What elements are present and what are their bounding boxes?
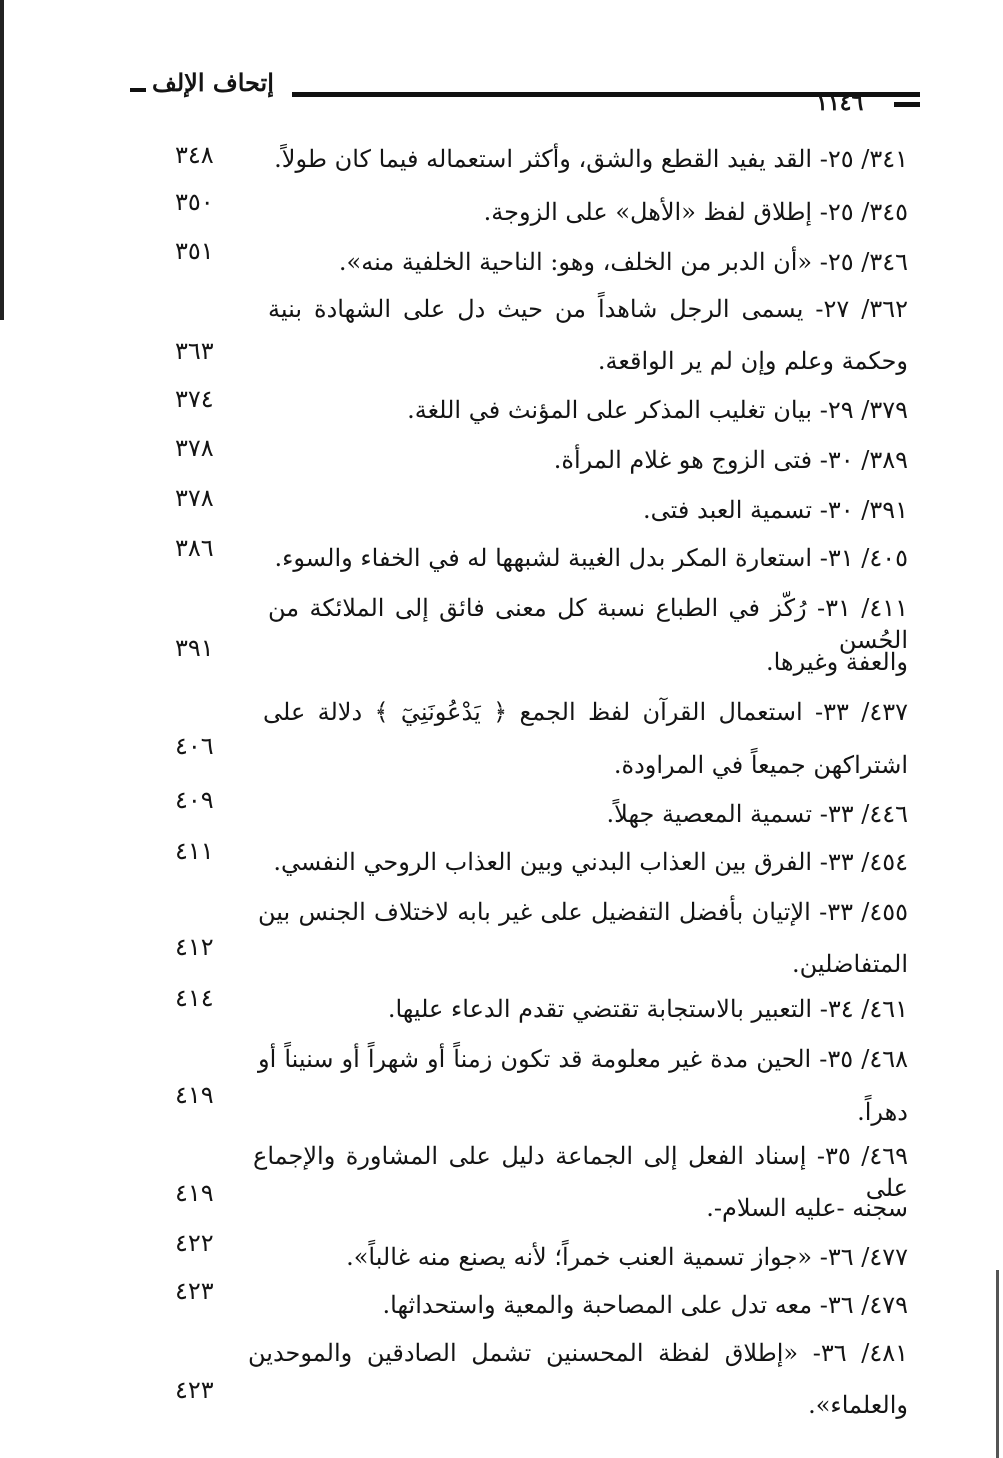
entry-line: ٤٦١/ ٣٤- التعبير بالاستجابة تقتضي تقدم الدعاء عليها. <box>387 995 908 1023</box>
entry-page-ref: ٣٧٨ <box>175 484 214 512</box>
entry-continuation-line: والعلماء». <box>808 1391 908 1419</box>
entry-line: ٣٩١/ ٣٠- تسمية العبد فتى. <box>643 496 908 524</box>
entry-line: ٤٠٥/ ٣١- استعارة المكر بدل الغيبة لشبهها له في الخفاء والسوء. <box>274 544 908 572</box>
entry-line: ٣٤٥/ ٢٥- إطلاق لفظ «الأهل» على الزوجة. <box>483 198 908 226</box>
entry-continuation-line: سجنه -عليه السلام-. <box>706 1194 908 1222</box>
entry-line: ٤٣٧/ ٣٣- استعمال القرآن لفظ الجمع ﴿ يَدْعُونَنِيٓ ﴾ دلالة على <box>263 698 909 726</box>
entry-page-ref: ٤٠٩ <box>175 786 214 814</box>
entry-line: ٤٥٥/ ٣٣- الإتيان بأفضل التفضيل على غير بابه لاختلاف الجنس بين <box>258 898 909 926</box>
entry-page-ref: ٤٢٢ <box>175 1229 214 1257</box>
entry-continuation-line: المتفاضلين. <box>791 950 908 978</box>
header-dash-right <box>894 102 920 107</box>
entry-line: ٣٧٩/ ٢٩- بيان تغليب المذكر على المؤنث في اللغة. <box>407 396 908 424</box>
entry-page-ref: ٤٢٣ <box>175 1277 214 1305</box>
page-edge-shadow <box>0 0 4 320</box>
page-number: ١١٤٦ <box>816 90 864 116</box>
entry-continuation-line: وحكمة وعلم وإن لم ير الواقعة. <box>597 347 908 375</box>
entry-page-ref: ٣٥١ <box>175 237 214 265</box>
entry-page-ref: ٣٧٤ <box>175 385 214 413</box>
page-edge-shadow-right <box>996 1270 999 1458</box>
entry-page-ref: ٣٧٨ <box>175 434 214 462</box>
entry-continuation-line: دهراً. <box>857 1098 908 1126</box>
entry-line: ٤٦٨/ ٣٥- الحين مدة غير معلومة قد تكون زمناً أو شهراً أو سنيناً أو <box>258 1045 909 1073</box>
entry-line: ٣٤٦/ ٢٥- «أن الدبر من الخلف، وهو: الناحية الخلفية منه». <box>338 248 908 276</box>
entry-page-ref: ٤١٩ <box>175 1081 214 1109</box>
entry-continuation-line: اشتراكهن جميعاً في المراودة. <box>613 751 908 779</box>
entry-line: ٤٧٧/ ٣٦- «جواز تسمية العنب خمراً؛ لأنه يصنع منه غالباً». <box>346 1243 908 1271</box>
entry-line: ٤١١/ ٣١- رُكّز في الطباع نسبة كل معنى فائق إلى الملائكة من الحُسن <box>268 594 908 654</box>
entry-page-ref: ٣٥٠ <box>175 188 214 216</box>
entry-page-ref: ٣٤٨ <box>175 141 214 169</box>
entry-page-ref: ٣٨٦ <box>175 534 214 562</box>
entry-line: ٤٦٩/ ٣٥- إسناد الفعل إلى الجماعة دليل على المشاورة والإجماع على <box>253 1142 908 1202</box>
entry-page-ref: ٣٩١ <box>175 634 214 662</box>
entry-continuation-line: والعفة وغيرها. <box>765 648 908 676</box>
entry-page-ref: ٣٦٣ <box>175 337 214 365</box>
entry-line: ٣٤١/ ٢٥- القد يفيد القطع والشق، وأكثر استعماله فيما كان طولاً. <box>274 145 908 173</box>
entry-line: ٤٤٦/ ٣٣- تسمية المعصية جهلاً. <box>606 800 908 828</box>
entry-line: ٣٨٩/ ٣٠- فتى الزوج هو غلام المرأة. <box>553 446 908 474</box>
header-dash-left <box>130 88 146 92</box>
book-title: إتحاف الإلف <box>152 68 274 97</box>
entry-page-ref: ٤٠٦ <box>175 732 214 760</box>
entry-line: ٤٧٩/ ٣٦- معه تدل على المصاحبة والمعية واستحداثها. <box>382 1291 908 1319</box>
entry-page-ref: ٤١١ <box>175 837 214 865</box>
entry-line: ٤٥٤/ ٣٣- الفرق بين العذاب البدني وبين العذاب الروحي النفسي. <box>273 848 908 876</box>
entry-line: ٤٨١/ ٣٦- «إطلاق لفظة المحسنين تشمل الصادقين والموحدين <box>248 1339 908 1367</box>
entry-page-ref: ٤١٢ <box>175 933 214 961</box>
running-header <box>130 68 930 116</box>
entry-page-ref: ٤٢٣ <box>175 1376 214 1404</box>
entry-page-ref: ٤١٤ <box>175 984 214 1012</box>
entry-page-ref: ٤١٩ <box>175 1179 214 1207</box>
entry-line: ٣٦٢/ ٢٧- يسمى الرجل شاهداً من حيث دل على الشهادة بنية <box>268 295 908 323</box>
